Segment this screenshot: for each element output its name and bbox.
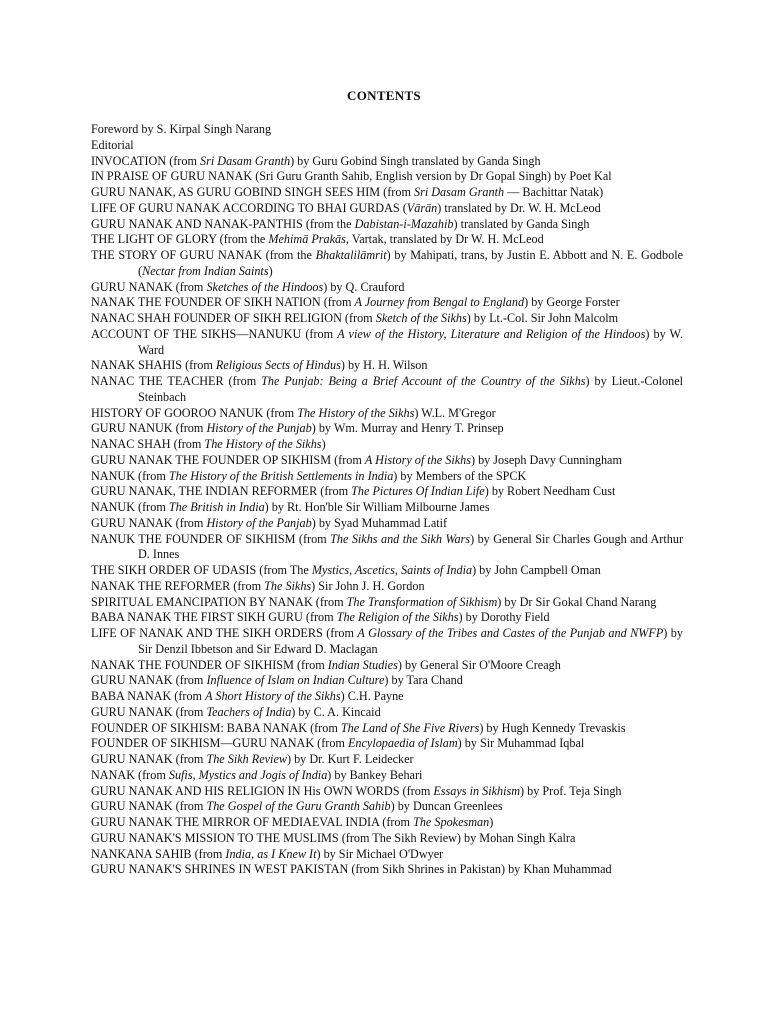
toc-entry bbox=[91, 626, 683, 658]
toc-entry-text: GURU NANAK THE MIRROR OF MEDIAEVAL INDIA (from bbox=[91, 815, 414, 829]
toc-entry bbox=[91, 595, 683, 611]
toc-entry-source-title: Nectar from Indian Saints bbox=[142, 263, 269, 278]
toc-entry bbox=[91, 736, 683, 752]
toc-entry-text: LIFE OF NANAK AND THE SIKH ORDERS (from bbox=[91, 626, 358, 640]
toc-entry-text: THE SIKH ORDER OF UDASIS (from The bbox=[91, 563, 312, 577]
toc-entry-text: ) by Tara Chand bbox=[384, 673, 463, 688]
toc-entry bbox=[91, 768, 683, 784]
toc-entry-text: THE LIGHT OF GLORY (from the bbox=[91, 232, 269, 247]
toc-entry bbox=[91, 311, 683, 327]
toc-entry-text: GURU NANAK (from bbox=[91, 673, 207, 688]
toc-entry-source-title: The History of the Sikhs bbox=[204, 437, 322, 451]
toc-entry bbox=[91, 358, 683, 374]
toc-entry-text: FOUNDER OF SIKHISM—GURU NANAK (from bbox=[91, 736, 348, 751]
toc-entry-text: ) by Sir Michael O'Dwyer bbox=[316, 846, 444, 861]
toc-entry-text: ) by General Sir O'Moore Creagh bbox=[397, 657, 561, 672]
toc-entry-text: NANUK (from bbox=[91, 468, 169, 483]
toc-entry bbox=[91, 689, 683, 705]
toc-entry-source-title: The Transformation of Sikhism bbox=[346, 594, 498, 609]
toc-entry bbox=[91, 831, 683, 847]
toc-entry-text: GURU NANAK, THE INDIAN REFORMER (from bbox=[91, 484, 352, 499]
toc-entry-text: ) by Guru Gobind Singh translated by Ganda Singh bbox=[290, 153, 541, 168]
toc-entry-text: LIFE OF GURU NANAK ACCORDING TO BHAI GURDAS ( bbox=[91, 200, 407, 215]
table-of-contents bbox=[91, 122, 683, 878]
toc-entry-source-title: The History of the British Settlements in India bbox=[168, 468, 394, 483]
toc-entry-source-title: Dabistan-i-Mazahib bbox=[354, 216, 454, 231]
toc-entry-text: BABA NANAK (from bbox=[91, 689, 206, 703]
toc-entry-text: , Vartak, translated by Dr W. H. McLeod bbox=[345, 232, 544, 247]
toc-entry-source-title: Teachers of India bbox=[206, 704, 292, 719]
toc-entry-text: GURU NANUK (from bbox=[91, 421, 207, 436]
toc-entry bbox=[91, 799, 683, 815]
toc-entry-source-title: The Sikh Review bbox=[206, 752, 287, 766]
toc-entry-text: ) by Prof. Teja Singh bbox=[520, 783, 622, 798]
toc-entry-source-title: Influence of Islam on Indian Culture bbox=[206, 673, 385, 688]
toc-entry-source-title: Sketch of the Sikhs bbox=[375, 311, 467, 325]
toc-entry-source-title: Sketches of the Hindoos bbox=[206, 279, 324, 294]
toc-entry bbox=[91, 154, 683, 170]
toc-entry-text: NANAK THE REFORMER (from bbox=[91, 578, 265, 593]
toc-entry-source-title: Sri Dasam Granth bbox=[200, 153, 291, 168]
toc-entry bbox=[91, 862, 683, 878]
toc-entry-source-title: The Sikhs bbox=[264, 578, 312, 593]
toc-entry-text: HISTORY OF GOOROO NANUK (from bbox=[91, 405, 298, 420]
toc-entry-source-title: History of the Punjab bbox=[206, 421, 312, 436]
toc-entry-text: ) bbox=[268, 263, 273, 278]
toc-entry-text: ) by Joseph Davy Cunningham bbox=[470, 452, 622, 467]
toc-entry-source-title: The Religion of the Sikhs bbox=[336, 610, 459, 625]
toc-entry-text: GURU NANAK'S SHRINES IN WEST PAKISTAN (from Sikh Shrines in Pakistan) by Khan Muhammad bbox=[91, 862, 612, 877]
toc-entry-source-title: The Gospel of the Guru Granth Sahib bbox=[206, 799, 391, 814]
toc-entry-text: GURU NANAK THE FOUNDER OP SIKHISM (from bbox=[91, 452, 365, 467]
toc-entry-source-title: A Glossary of the Tribes and Castes of the Punjab and NWFP bbox=[357, 626, 664, 640]
toc-entry-source-title: Mehimā Prakās bbox=[268, 232, 346, 247]
toc-entry bbox=[91, 453, 683, 469]
toc-entry bbox=[91, 406, 683, 422]
toc-entry-text: ) by Wm. Murray and Henry T. Prinsep bbox=[311, 421, 504, 436]
toc-entry-source-title: History of the Panjab bbox=[206, 515, 312, 530]
toc-entry-source-title: Encylopaedia of Islam bbox=[347, 736, 458, 751]
toc-entry-text: BABA NANAK THE FIRST SIKH GURU (from bbox=[91, 610, 337, 625]
toc-entry bbox=[91, 484, 683, 500]
toc-entry bbox=[91, 815, 683, 831]
toc-entry bbox=[91, 469, 683, 485]
toc-entry bbox=[91, 295, 683, 311]
toc-entry-text: ) by Syad Muhammad Latif bbox=[311, 515, 448, 530]
toc-entry bbox=[91, 217, 683, 233]
toc-entry-text: Foreword by S. Kirpal Singh Narang bbox=[91, 122, 272, 136]
toc-entry bbox=[91, 327, 683, 359]
toc-entry-text: ) by Rt. Hon'ble Sir William Milbourne James bbox=[264, 500, 490, 514]
toc-entry-text: NANAK SHAHIS (from bbox=[91, 358, 216, 373]
toc-entry-source-title: Religious Sects of Hindus bbox=[215, 358, 341, 373]
toc-entry-source-title: A Journey from Bengal to England bbox=[354, 295, 525, 310]
toc-entry-text: ) by Robert Needham Cust bbox=[484, 484, 616, 499]
page-title: CONTENTS bbox=[347, 88, 421, 103]
toc-entry bbox=[91, 280, 683, 296]
toc-entry bbox=[91, 579, 683, 595]
toc-entry-text: ) by Sir Muhammad Iqbal bbox=[457, 736, 585, 751]
toc-entry-text: GURU NANAK AND HIS RELIGION IN His OWN WORDS (from bbox=[91, 783, 434, 798]
toc-entry-text: NANKANA SAHIB (from bbox=[91, 846, 226, 861]
toc-entry-text: ) by W. Ward bbox=[138, 326, 683, 357]
toc-entry-source-title: A view of the History, Literature and Religion of the Hindoos bbox=[337, 326, 646, 341]
toc-entry bbox=[91, 232, 683, 248]
toc-entry-text: ) by Q. Crauford bbox=[323, 279, 405, 294]
toc-entry-text: ) by General Sir Charles Gough and Arthur D. Innes bbox=[138, 531, 683, 562]
toc-entry-text: ) by Members of the SPCK bbox=[393, 468, 527, 483]
toc-entry-source-title: Mystics, Ascetics, Saints of India bbox=[311, 563, 473, 577]
toc-entry bbox=[91, 673, 683, 689]
toc-entry bbox=[91, 138, 683, 154]
toc-entry bbox=[91, 721, 683, 737]
toc-entry-text: ) by Mahipati, trans, by Justin E. Abbott and N. E. Godbole ( bbox=[138, 248, 684, 278]
toc-entry-source-title: The History of the Sikhs bbox=[297, 405, 415, 420]
toc-entry-text: GURU NANAK (from bbox=[91, 752, 207, 766]
toc-entry bbox=[91, 658, 683, 674]
toc-entry-text: GURU NANAK AND NANAK-PANTHIS (from the bbox=[91, 216, 355, 231]
toc-entry-text: NANAK THE FOUNDER OF SIKHISM (from bbox=[91, 657, 328, 672]
toc-entry-text: ACCOUNT OF THE SIKHS—NANUKU (from bbox=[91, 326, 338, 341]
toc-entry-text: GURU NANAK (from bbox=[91, 704, 207, 719]
toc-entry-text: ) C.H. Payne bbox=[340, 689, 404, 703]
toc-entry-source-title: Bhaktalilāmrit bbox=[315, 248, 387, 262]
toc-entry-text: NANAK (from bbox=[91, 767, 169, 782]
toc-entry-text: NANUK (from bbox=[91, 500, 169, 514]
toc-entry bbox=[91, 185, 683, 201]
toc-entry-text: GURU NANAK (from bbox=[91, 799, 207, 814]
toc-entry-text: SPIRITUAL EMANCIPATION BY NANAK (from bbox=[91, 594, 347, 609]
toc-entry bbox=[91, 752, 683, 768]
toc-entry bbox=[91, 248, 683, 280]
toc-entry bbox=[91, 169, 683, 185]
toc-entry-text: ) Sir John J. H. Gordon bbox=[311, 578, 425, 593]
toc-entry-text: ) by Dr. Kurt F. Leidecker bbox=[286, 752, 414, 766]
toc-entry-text: GURU NANAK'S MISSION TO THE MUSLIMS (from The Sikh Review) by Mohan Singh Kalra bbox=[91, 830, 576, 845]
toc-entry-text: ) by Lt.-Col. Sir John Malcolm bbox=[466, 311, 619, 325]
toc-entry-text: ) W.L. M'Gregor bbox=[414, 405, 496, 420]
toc-entry-text: ) bbox=[321, 437, 326, 451]
toc-entry-text: ) by H. H. Wilson bbox=[340, 358, 428, 373]
toc-entry-source-title: The Land of She Five Rivers bbox=[340, 720, 480, 735]
toc-entry-text: NANUK THE FOUNDER OF SIKHISM (from bbox=[91, 531, 331, 546]
toc-entry-text: ) by Bankey Behari bbox=[327, 767, 423, 782]
toc-entry bbox=[91, 532, 683, 564]
toc-entry-text: ) by Sir Denzil Ibbetson and Sir Edward D. Maclagan bbox=[138, 626, 683, 656]
toc-entry bbox=[91, 847, 683, 863]
toc-entry bbox=[91, 500, 683, 516]
toc-entry bbox=[91, 122, 683, 138]
toc-entry-text: NANAC SHAH (from bbox=[91, 437, 205, 451]
toc-entry-text: ) by Dorothy Field bbox=[458, 610, 550, 625]
toc-entry-text: THE STORY OF GURU NANAK (from the bbox=[91, 248, 316, 262]
toc-entry-source-title: Sri Dasam Granth bbox=[413, 185, 505, 199]
toc-entry-source-title: A Short History of the Sikhs bbox=[205, 689, 341, 703]
toc-entry-source-title: The Spokesman bbox=[413, 815, 490, 829]
toc-entry-text: GURU NANAK (from bbox=[91, 279, 207, 294]
toc-entry-text: ) bbox=[489, 815, 494, 829]
toc-entry-text: INVOCATION (from bbox=[91, 153, 200, 168]
toc-entry bbox=[91, 201, 683, 217]
toc-entry-source-title: The Pictures Of Indian Life bbox=[351, 484, 485, 499]
toc-entry-text: ) translated by Ganda Singh bbox=[453, 216, 590, 231]
toc-entry-source-title: Vārān bbox=[406, 200, 438, 215]
toc-entry-text: ) by John Campbell Oman bbox=[472, 563, 601, 577]
toc-entry-text: ) by George Forster bbox=[524, 295, 620, 310]
toc-entry-source-title: The Sikhs and the Sikh Wars bbox=[330, 531, 471, 546]
toc-entry-text: ) by C. A. Kincaid bbox=[291, 704, 381, 719]
toc-entry-source-title: The Punjab: Being a Brief Account of the Country of the Sikhs bbox=[261, 374, 586, 388]
toc-entry bbox=[91, 374, 683, 406]
toc-entry-text: ) by Dr Sir Gokal Chand Narang bbox=[497, 594, 657, 609]
toc-entry-text: NANAC THE TEACHER (from bbox=[91, 374, 262, 388]
toc-entry-text: — Bachittar Natak) bbox=[504, 185, 604, 199]
toc-entry-text: NANAK THE FOUNDER OF SIKH NATION (from bbox=[91, 295, 355, 310]
toc-entry-text: ) by Lieut.-Colonel Steinbach bbox=[138, 374, 684, 404]
toc-entry bbox=[91, 610, 683, 626]
toc-entry bbox=[91, 516, 683, 532]
toc-entry-text: NANAC SHAH FOUNDER OF SIKH RELIGION (from bbox=[91, 311, 376, 325]
toc-entry-source-title: Essays in Sikhism bbox=[433, 783, 521, 798]
toc-entry-source-title: A History of the Sikhs bbox=[364, 452, 471, 467]
toc-entry bbox=[91, 421, 683, 437]
toc-entry-text: FOUNDER OF SIKHISM: BABA NANAK (from bbox=[91, 720, 341, 735]
toc-entry-source-title: Sufis, Mystics and Jogis of India bbox=[168, 767, 328, 782]
toc-entry-source-title: Indian Studies bbox=[327, 657, 398, 672]
toc-entry-source-title: India, as I Knew It bbox=[225, 846, 317, 861]
toc-entry-text: GURU NANAK, AS GURU GOBIND SINGH SEES HIM (from bbox=[91, 185, 414, 199]
toc-entry bbox=[91, 437, 683, 453]
toc-entry bbox=[91, 563, 683, 579]
toc-entry-text: ) translated by Dr. W. H. McLeod bbox=[437, 200, 601, 215]
toc-entry-text: ) by Duncan Greenlees bbox=[390, 799, 503, 814]
toc-entry-text: ) by Hugh Kennedy Trevaskis bbox=[479, 720, 626, 735]
toc-entry-source-title: The British in India bbox=[168, 500, 265, 514]
toc-entry-text: Editorial bbox=[91, 137, 134, 152]
toc-entry-text: GURU NANAK (from bbox=[91, 515, 207, 530]
toc-entry-text: IN PRAISE OF GURU NANAK (Sri Guru Granth Sahib, English version by Dr Gopal Singh) by Poet Kal bbox=[91, 169, 612, 184]
toc-entry bbox=[91, 705, 683, 721]
toc-entry bbox=[91, 784, 683, 800]
